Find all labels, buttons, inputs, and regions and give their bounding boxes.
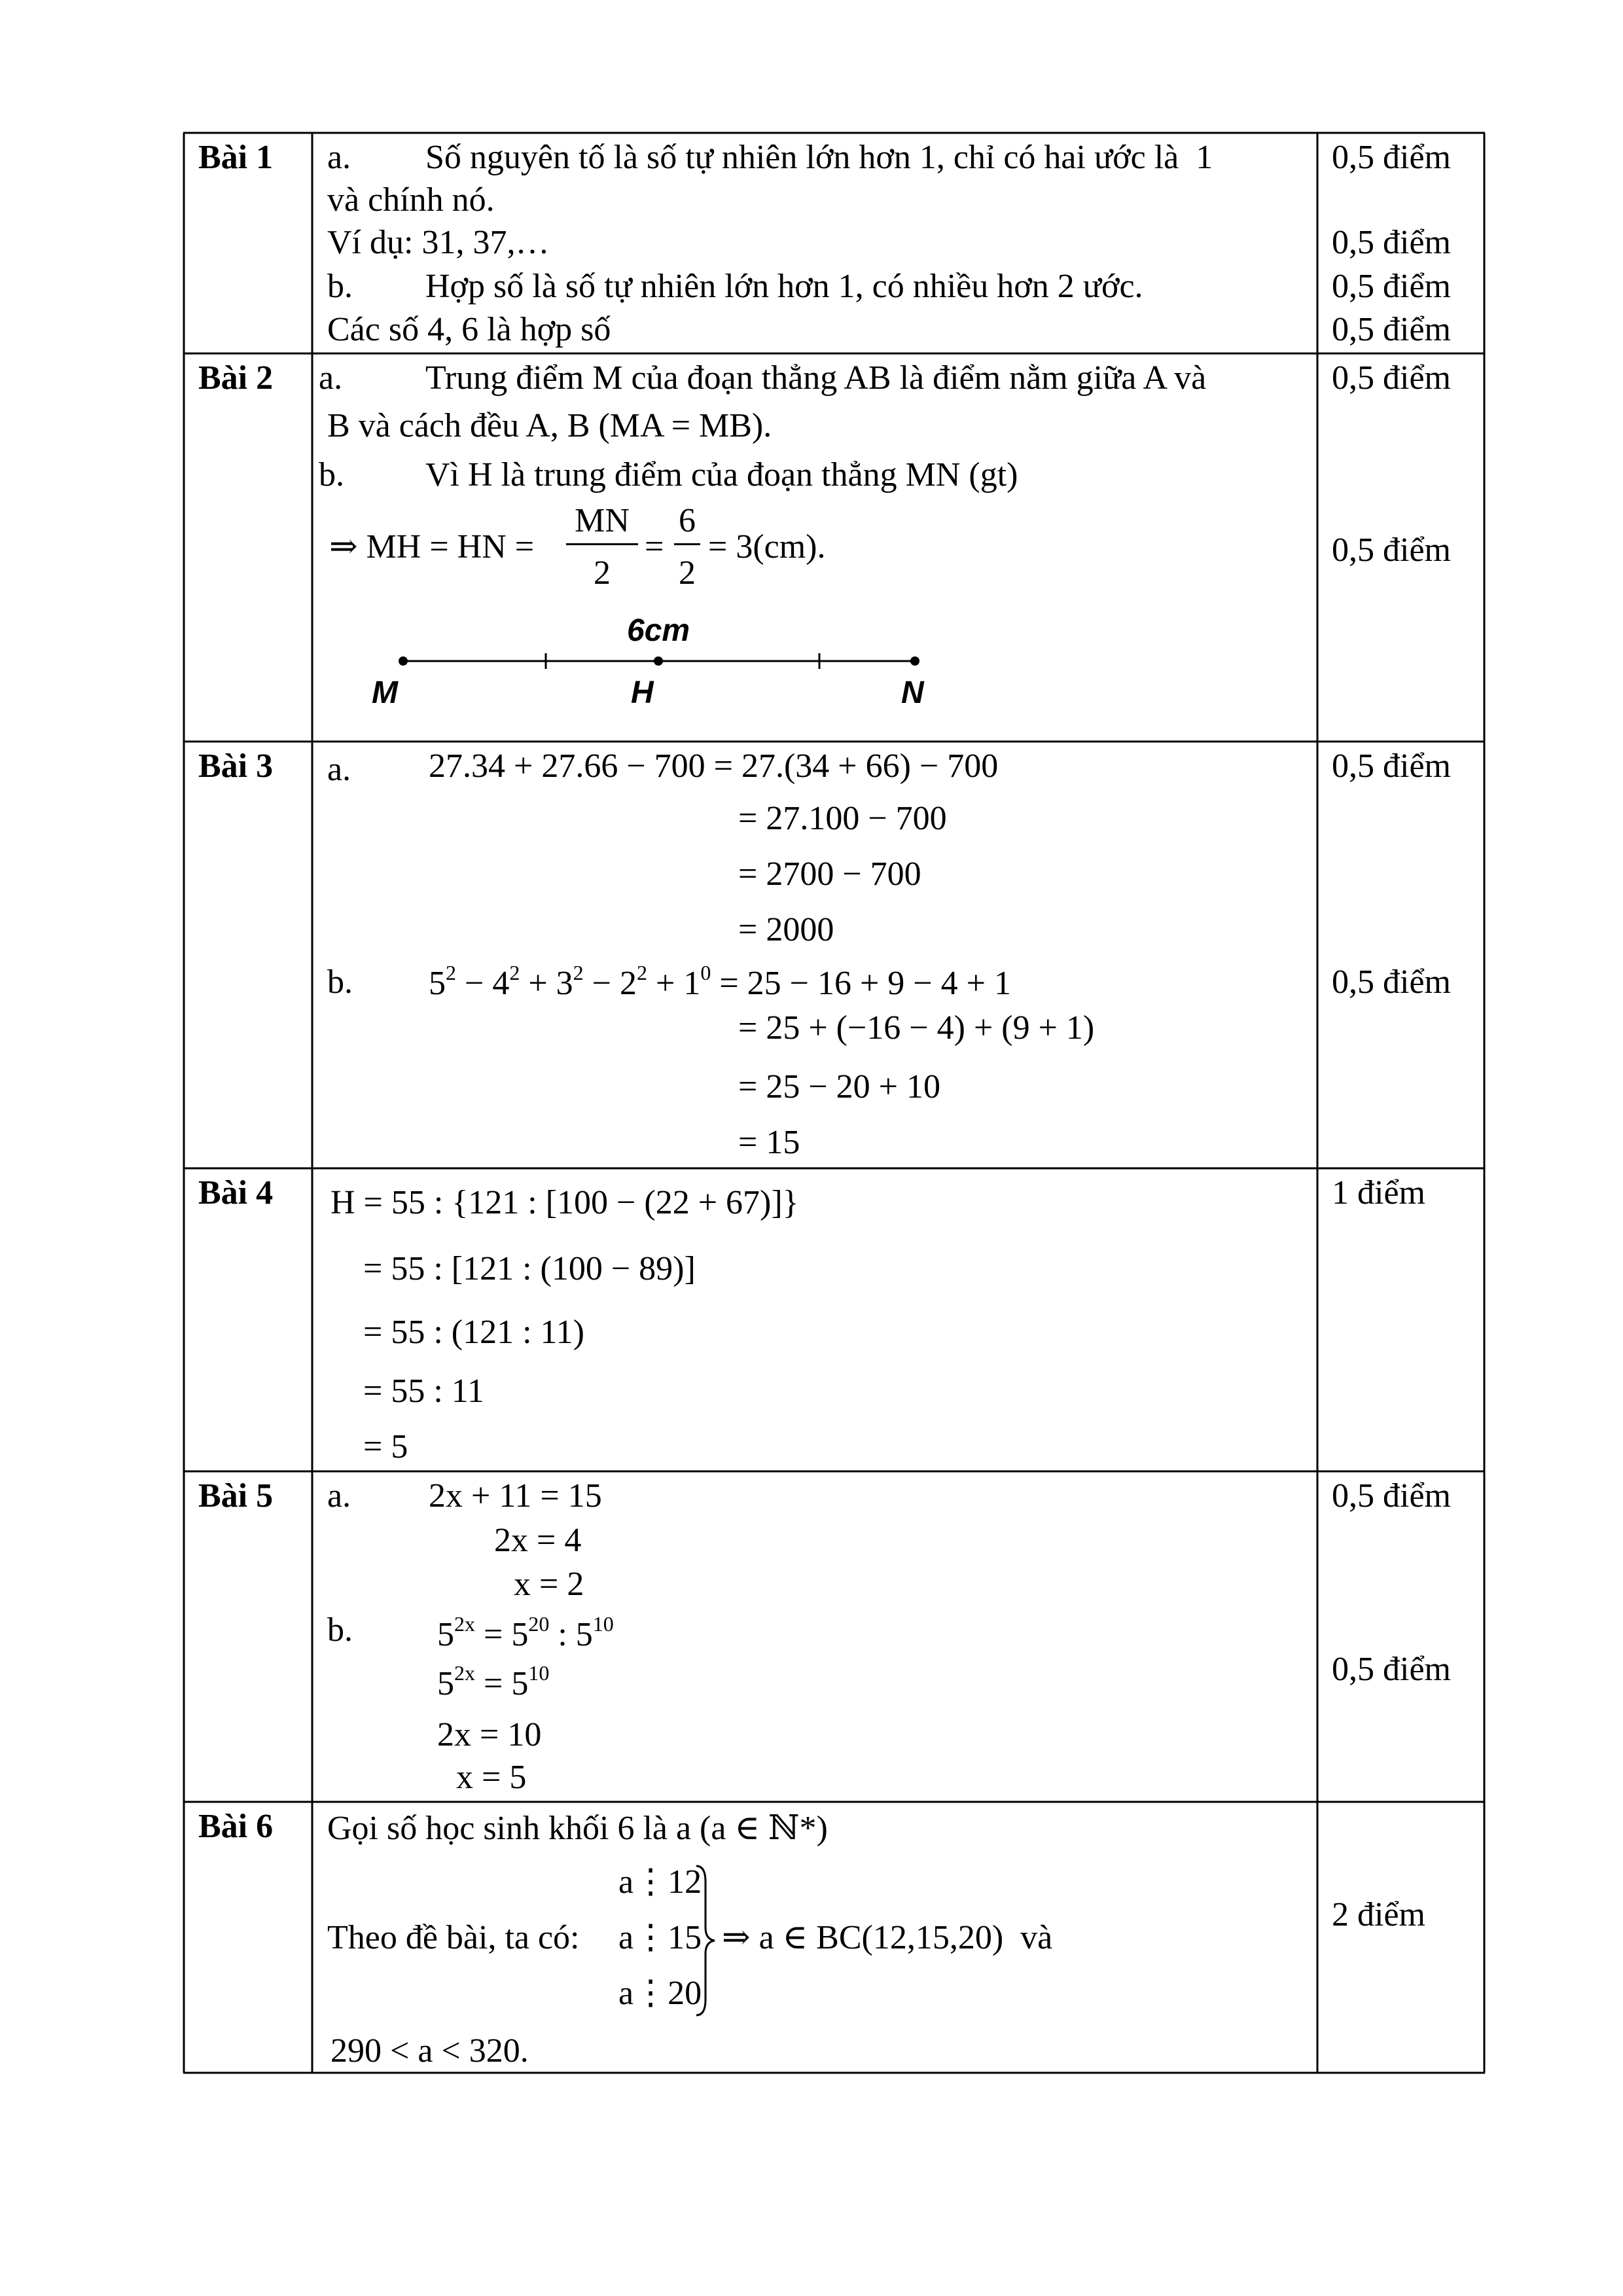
bai4-line-2: = 55 : [121 : (100 − 89)] [363,1250,696,1287]
bai1-b-text: Hợp số là số tự nhiên lớn hơn 1, có nhiều hơn 2 ước. [425,268,1143,305]
equation-part: = 5 [475,1665,529,1702]
bai1-b-text-cont: Các số 4, 6 là hợp số [327,311,611,348]
bai5-b-line-2 [437,1662,549,1701]
bai1-score-4: 0,5 điểm [1332,311,1451,348]
bai2-frac1-bar [566,543,638,545]
bai1-score-1: 0,5 điểm [1332,139,1451,176]
bai4-line-3: = 55 : (121 : 11) [363,1314,584,1351]
bai6-div-line-1: a⋮12 [618,1863,702,1901]
bai6-conclusion: ⇒ a ∈ BC(12,15,20) và [722,1919,1053,1956]
bai3-b-line-2: = 25 + (−16 − 4) + (9 + 1) [738,1009,1095,1047]
power-exponent: 2 [446,961,456,984]
power-exponent: 20 [528,1612,550,1636]
power-exponent: 2 [573,961,584,984]
bai5-b-marker: b. [327,1611,353,1649]
power-base: 2 [619,965,637,1002]
bai1-b-marker: b. [327,268,353,305]
bai3-a-line-3: = 2700 − 700 [738,855,921,893]
power-base: 5 [437,1665,454,1702]
bai1-example: Ví dụ: 31, 37,… [327,224,550,261]
power-exponent: 2x [454,1661,475,1685]
power-exponent: 2x [454,1612,475,1636]
operator: − [456,965,493,1002]
bai3-a-line-1: 27.34 + 27.66 − 700 = 27.(34 + 66) − 700 [429,747,999,785]
bai2-a-text: Trung điểm M của đoạn thẳng AB là điểm nằm giữa A và [425,359,1207,397]
power-base: 5 [437,1616,454,1653]
bai1-score-2: 0,5 điểm [1332,224,1451,261]
bai5-a-line-2: 2x = 4 [494,1522,582,1559]
bai4-label: Bài 4 [198,1174,274,1211]
bai2-b-marker: b. [319,456,344,493]
bai2-label: Bài 2 [198,359,274,397]
expression-result: = 25 − 16 + 9 − 4 + 1 [711,965,1011,1002]
bai5-b-line-4: x = 5 [456,1759,527,1796]
bai5-a-line-3: x = 2 [514,1566,584,1603]
power-exponent: 0 [700,961,711,984]
equation-part: = 5 [475,1616,529,1653]
bai2-frac2-bar [674,543,700,545]
segment-length-label: 6cm [627,613,690,648]
bai6-label: Bài 6 [198,1808,274,1845]
bai2-score-2: 0,5 điểm [1332,531,1451,569]
bai6-range: 290 < a < 320. [330,2032,529,2070]
power-exponent: 2 [636,961,647,984]
operator: + [647,965,684,1002]
power-exponent: 2 [509,961,520,984]
operator: + [520,965,556,1002]
right-brace [692,1862,719,2019]
bai5-b-line-3: 2x = 10 [437,1716,542,1753]
bai2-score-1: 0,5 điểm [1332,359,1451,397]
bai3-score-2: 0,5 điểm [1332,963,1451,1001]
power-exponent: 10 [528,1661,550,1685]
bai6-theo-text: Theo đề bài, ta có: [327,1919,580,1956]
bai1-label: Bài 1 [198,139,274,176]
bai3-b-marker: b. [327,963,353,1001]
bai5-a-line-1: 2x + 11 = 15 [429,1477,602,1515]
bai1-score-3: 0,5 điểm [1332,268,1451,305]
bai3-a-line-4: = 2000 [738,911,834,948]
bai3-a-line-2: = 27.100 − 700 [738,800,947,837]
bai2-formula-suffix: = 3(cm). [708,528,826,565]
power-base: 3 [556,965,573,1002]
point-h-label: H [631,675,654,710]
point-n-label: N [901,675,924,710]
bai2-frac2-denominator: 2 [679,554,696,592]
bai5-b-line-1 [437,1613,614,1652]
bai3-b-line-3: = 25 − 20 + 10 [738,1068,940,1105]
bai6-div-line-3: a⋮20 [618,1975,702,2012]
bai6-intro: Gọi số học sinh khối 6 là a (a ∈ ℕ*) [327,1810,828,1847]
bai6-div-line-2: a⋮15 [618,1919,702,1956]
operator: − [583,965,620,1002]
power-exponent: 10 [592,1612,614,1636]
bai4-line-4: = 55 : 11 [363,1372,484,1410]
power-base: 5 [429,965,446,1002]
bai1-a-text: Số nguyên tố là số tự nhiên lớn hơn 1, chỉ có hai ước là 1 [425,139,1213,176]
bai6-score: 2 điểm [1332,1896,1425,1933]
bai5-score-2: 0,5 điểm [1332,1651,1451,1688]
bai2-formula-eq: = [645,528,664,565]
bai1-a-text-cont: và chính nó. [327,181,495,219]
bai4-line-5: = 5 [363,1428,408,1465]
bai2-frac1-denominator: 2 [594,554,611,592]
bai5-a-marker: a. [327,1477,351,1515]
power-base: 4 [492,965,510,1002]
power-base: 1 [683,965,701,1002]
bai4-score: 1 điểm [1332,1174,1425,1211]
bai3-b-line-4: = 15 [738,1124,800,1161]
bai3-b-expression [429,962,1011,1001]
bai2-formula-prefix: ⇒ MH = HN = [329,528,535,565]
bai2-frac2-numerator: 6 [679,502,696,539]
bai2-frac1-numerator: MN [575,502,630,539]
bai1-a-marker: a. [327,139,351,176]
bai4-line-1: H = 55 : {121 : [100 − (22 + 67)]} [330,1184,799,1221]
bai3-label: Bài 3 [198,747,274,785]
bai5-label: Bài 5 [198,1477,274,1515]
equation-part: : 5 [549,1616,593,1653]
bai2-a-marker: a. [319,359,343,397]
point-m-label: M [372,675,398,710]
bai2-a-text-cont: B và cách đều A, B (MA = MB). [327,407,772,444]
bai5-score-1: 0,5 điểm [1332,1477,1451,1515]
bai2-b-text: Vì H là trung điểm của đoạn thẳng MN (gt) [425,456,1018,493]
bai3-a-marker: a. [327,751,351,788]
segment-mn-diagram [366,648,955,674]
bai3-score-1: 0,5 điểm [1332,747,1451,785]
